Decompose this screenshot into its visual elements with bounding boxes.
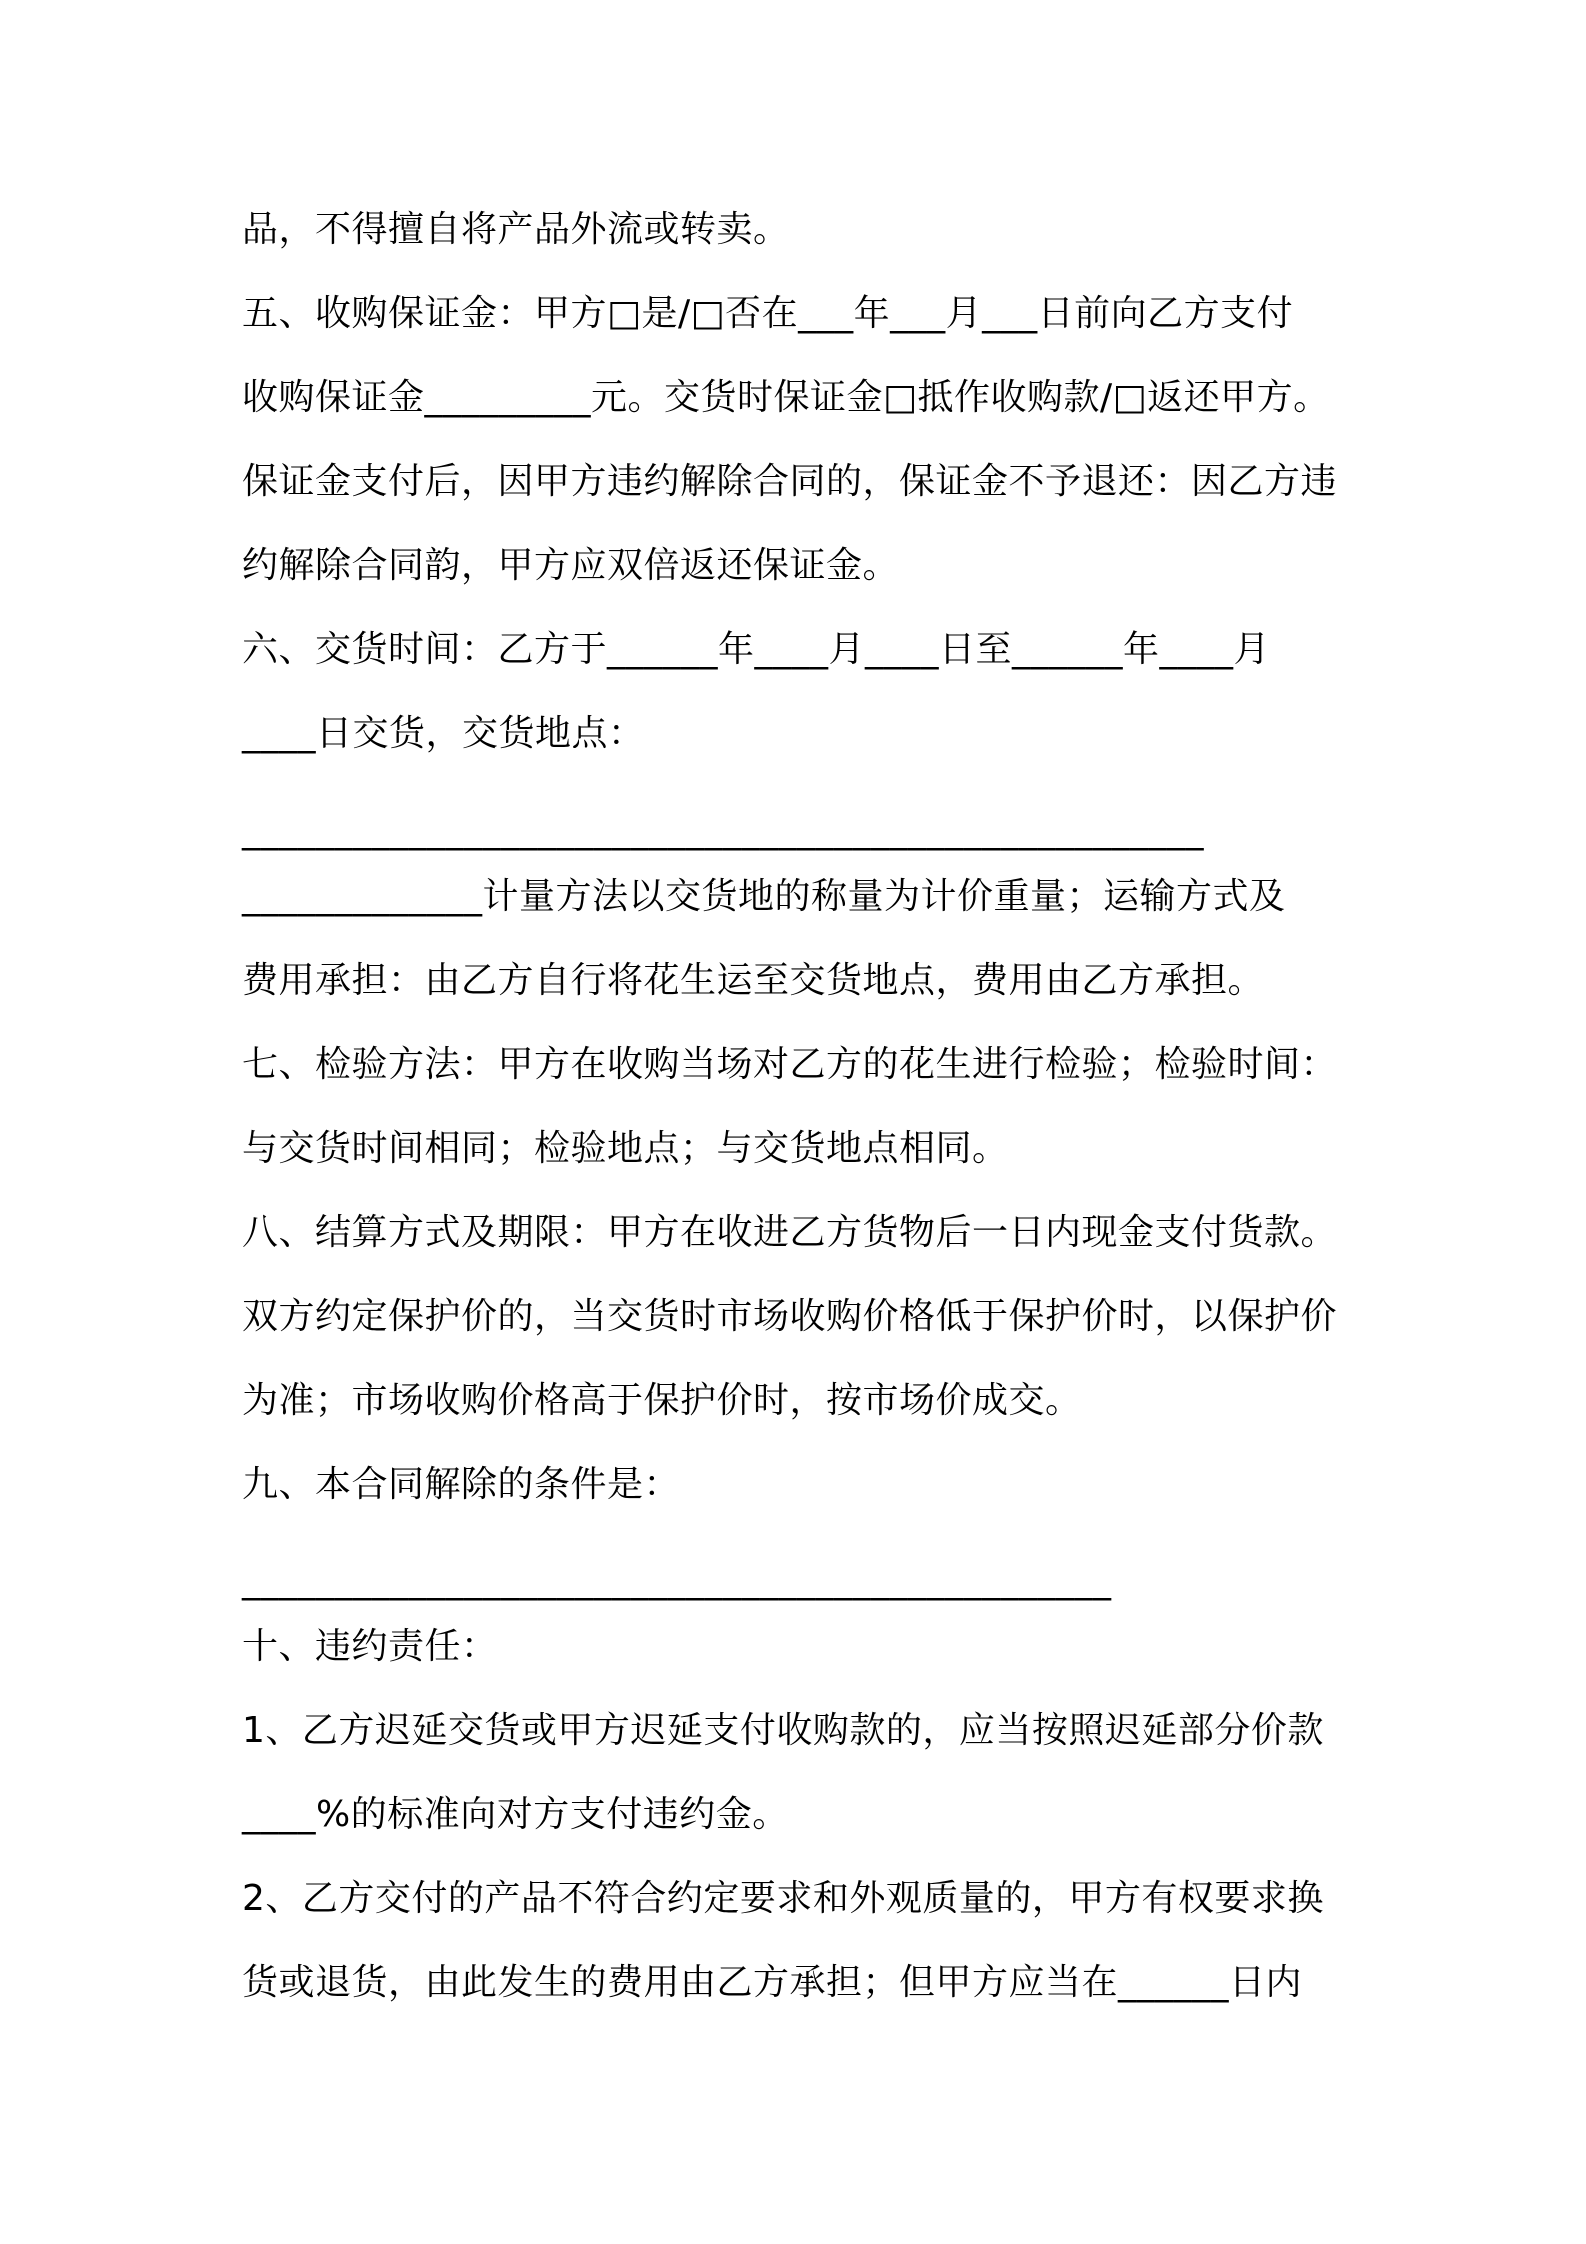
text-line: 九、本合同解除的条件是：	[242, 1464, 681, 1505]
text-line: 十、违约责任：	[242, 1626, 498, 1667]
text-line: 1、乙方迟延交货或甲方迟延支付收购款的，应当按照迟延部分价款	[242, 1710, 1324, 1751]
text-line: _____________计量方法以交货地的称量为计价重量；运输方式及	[242, 876, 1286, 917]
text-line: 货或退货，由此发生的费用由乙方承担；但甲方应当在______日内	[242, 1962, 1303, 2003]
text-line: ____________________________________________________	[242, 810, 1204, 851]
text-line: 七、检验方法：甲方在收购当场对乙方的花生进行检验；检验时间：	[242, 1044, 1338, 1085]
text-line: 八、结算方式及期限：甲方在收进乙方货物后一日内现金支付货款。	[242, 1212, 1338, 1253]
text-line: ____%的标准向对方支付违约金。	[242, 1794, 789, 1835]
text-line: ____日交货，交货地点：	[242, 713, 645, 754]
text-line: 与交货时间相同；检验地点；与交货地点相同。	[242, 1128, 1009, 1169]
text-line: 五、收购保证金：甲方□是/□否在___年___月___日前向乙方支付	[242, 293, 1294, 334]
text-line: 费用承担：由乙方自行将花生运至交货地点，费用由乙方承担。	[242, 960, 1265, 1001]
text-line: 保证金支付后，因甲方违约解除合同的，保证金不予退还：因乙方违	[242, 461, 1338, 502]
text-line: 双方约定保护价的，当交货时市场收购价格低于保护价时，以保护价	[242, 1296, 1338, 1337]
text-line: 为准；市场收购价格高于保护价时，按市场价成交。	[242, 1380, 1082, 1421]
text-line: 2、乙方交付的产品不符合约定要求和外观质量的，甲方有权要求换	[242, 1878, 1324, 1919]
text-line: 约解除合同韵，甲方应双倍返还保证金。	[242, 545, 900, 586]
text-line: 收购保证金_________元。交货时保证金□抵作收购款/□返还甲方。	[242, 377, 1330, 418]
text-line: _______________________________________________	[242, 1560, 1112, 1601]
text-line: 六、交货时间：乙方于______年____月____日至______年____月	[242, 629, 1271, 670]
text-line: 品，不得擅自将产品外流或转卖。	[242, 209, 790, 250]
